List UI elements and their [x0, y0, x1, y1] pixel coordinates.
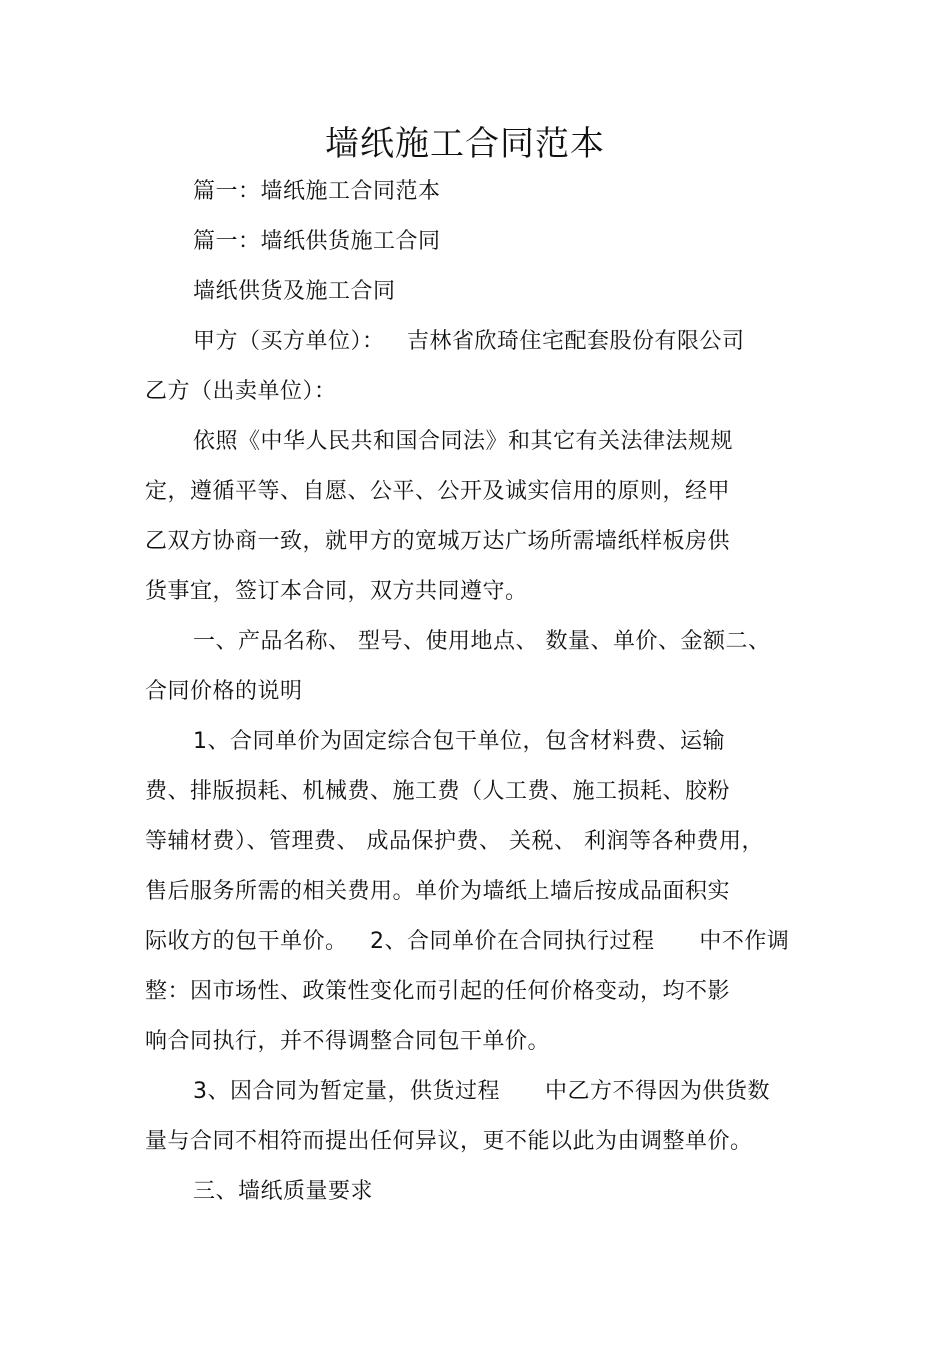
text-line-9: 货事宜，签订本合同，双方共同遵守。: [145, 579, 528, 604]
section-three-heading: 三、墙纸质量要求: [193, 1179, 374, 1204]
text-line-3: 墙纸供货及施工合同: [193, 279, 396, 304]
text-line-19: 3、因合同为暂定量，供货过程 中乙方不得因为供货数: [193, 1079, 770, 1104]
party-b-line: 乙方（出卖单位）：: [145, 379, 337, 404]
text-line-7: 定，遵循平等、自愿、公平、公开及诚实信用的原则，经甲: [145, 479, 731, 504]
document-title: 墙纸施工合同范本: [325, 124, 605, 164]
section-two-heading: 合同价格的说明: [145, 679, 303, 704]
text-line-13: 费、排版损耗、机械费、施工费（人工费、施工损耗、胶粉: [145, 779, 731, 804]
text-line-1: 篇一：墙纸施工合同范本: [193, 179, 441, 204]
text-line-14: 等辅材费）、管理费、 成品保护费、 关税、 利润等各种费用，: [145, 829, 764, 854]
text-line-15: 售后服务所需的相关费用。单价为墙纸上墙后按成品面积实: [145, 879, 731, 904]
party-a-line: 甲方（买方单位）： 吉林省欣琦住宅配套股份有限公司: [193, 329, 745, 354]
text-line-17: 整：因市场性、政策性变化而引起的任何价格变动，均不影: [145, 979, 731, 1004]
text-line-20: 量与合同不相符而提出任何异议，更不能以此为由调整单价。: [145, 1129, 753, 1154]
text-line-2: 篇一：墙纸供货施工合同: [193, 229, 441, 254]
text-line-6: 依照《中华人民共和国合同法》和其它有关法律法规规: [193, 429, 734, 454]
text-line-16: 际收方的包干单价。 2、合同单价在合同执行过程 中不作调: [145, 929, 790, 954]
text-line-18: 响合同执行，并不得调整合同包干单价。: [145, 1029, 551, 1054]
text-line-8: 乙双方协商一致，就甲方的宽城万达广场所需墙纸样板房供: [145, 529, 731, 554]
text-line-12: 1、合同单价为固定综合包干单位，包含材料费、运输: [193, 729, 725, 754]
section-one-heading: 一、产品名称、 型号、使用地点、 数量、单价、金额二、: [193, 629, 771, 654]
